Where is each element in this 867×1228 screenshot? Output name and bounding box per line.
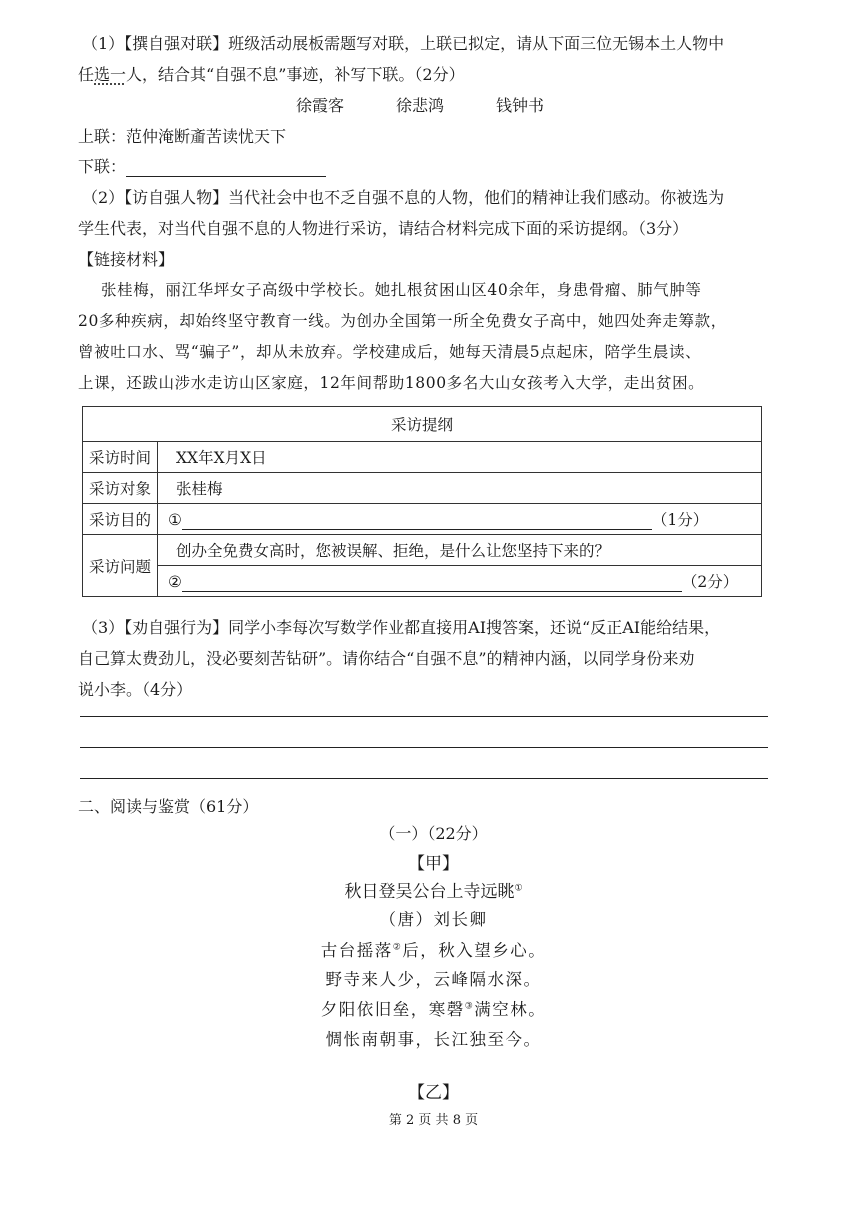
time-value-text: XX年X月X日 bbox=[176, 449, 267, 467]
poem-title bbox=[0, 877, 867, 902]
q1-line2-post: 人，结合其“自强不息”事迹，补写下联。（2分） bbox=[126, 65, 465, 84]
object-value-text: 张桂梅 bbox=[176, 480, 223, 498]
question-mark: ② bbox=[168, 573, 182, 591]
section2-heading: 二、阅读与鉴赏（61分） bbox=[78, 797, 259, 816]
question-text bbox=[158, 535, 762, 566]
lower-couplet-row bbox=[78, 154, 326, 177]
material-line: 20多种疾病，却始终坚守教育一线。为创办全国第一所全免费女子高中，她四处奔走筹款， bbox=[78, 312, 727, 330]
question-score: （2分） bbox=[681, 573, 739, 591]
poem-author: （唐）刘长卿 bbox=[379, 910, 488, 929]
purpose-label: 采访目的 bbox=[83, 504, 158, 535]
poem-line-text: 满空林。 bbox=[474, 1000, 547, 1019]
object-value bbox=[158, 473, 762, 504]
poem-note: ② bbox=[392, 942, 403, 953]
name-xu-xiake: 徐霞客 bbox=[296, 96, 345, 115]
poem-line bbox=[0, 996, 867, 1020]
q3-line1: （3）【劝自强行为】同学小李每次写数学作业都直接用AI搜答案，还说“反正AI能给结果， bbox=[82, 618, 721, 637]
answer-line[interactable] bbox=[80, 778, 768, 779]
poem-line bbox=[0, 937, 867, 961]
q1-line2-dotted: 选一 bbox=[94, 65, 127, 84]
answer-line[interactable] bbox=[80, 747, 768, 748]
poem-line-text: 古台摇落 bbox=[320, 941, 393, 960]
q2-line2: 学生代表，对当代自强不息的人物进行采访，请结合材料完成下面的采访提纲。（3分） bbox=[78, 219, 689, 238]
material-line: 张桂梅，丽江华坪女子高级中学校长。她扎根贫困山区40余年，身患骨瘤、肺气肿等 bbox=[101, 281, 702, 299]
time-value bbox=[158, 442, 762, 473]
purpose-blank[interactable] bbox=[182, 511, 652, 530]
q2-line1: （2）【访自强人物】当代社会中也不乏自强不息的人物，他们的精神让我们感动。你被选为 bbox=[82, 188, 725, 207]
lower-couplet-label: 下联： bbox=[78, 157, 127, 176]
poem-title-note: ① bbox=[514, 883, 523, 894]
poem-line bbox=[0, 1026, 867, 1050]
answer-line[interactable] bbox=[80, 716, 768, 717]
poem-line-text: 后，秋入望乡心。 bbox=[402, 941, 547, 960]
material-title: 【链接材料】 bbox=[78, 250, 175, 269]
time-label: 采访时间 bbox=[83, 442, 158, 473]
poem-line-text: 惆怅南朝事，长江独至今。 bbox=[325, 1030, 542, 1049]
yi-label: 【乙】 bbox=[408, 1083, 459, 1103]
q3-line2: 自己算太费劲儿，没必要刻苦钻研”。请你结合“自强不息”的精神内涵，以同学身份来劝 bbox=[78, 649, 695, 668]
object-label: 采访对象 bbox=[83, 473, 158, 504]
purpose-score: （1分） bbox=[651, 511, 709, 529]
lower-couplet-blank[interactable] bbox=[126, 157, 326, 177]
poem-line bbox=[0, 966, 867, 990]
page-footer: 第 2 页 共 8 页 bbox=[388, 1113, 479, 1128]
poem-line-text: 野寺来人少，云峰隔水深。 bbox=[325, 970, 542, 989]
poem-title-text: 秋日登吴公台上寺远眺 bbox=[344, 882, 515, 902]
poem-line-text: 夕阳依旧垒，寒磬 bbox=[320, 1000, 465, 1019]
section2-part: （一）（22分） bbox=[379, 824, 488, 843]
q1-line1: （1）【撰自强对联】班级活动展板需题写对联，上联已拟定，请从下面三位无锡本土人物中 bbox=[82, 34, 725, 53]
question-answer-cell bbox=[158, 566, 762, 597]
question-blank[interactable] bbox=[182, 573, 682, 592]
jia-label: 【甲】 bbox=[408, 854, 459, 874]
purpose-mark: ① bbox=[168, 511, 182, 529]
name-xu-beihong: 徐悲鸿 bbox=[396, 96, 445, 115]
purpose-cell bbox=[158, 504, 762, 535]
material-line: 曾被吐口水、骂“骗子”，却从未放弃。学校建成后，她每天清晨5点起床，陪学生晨读、 bbox=[78, 343, 702, 361]
poem-note: ③ bbox=[464, 1001, 475, 1012]
outline-title: 采访提纲 bbox=[83, 407, 762, 442]
question-text-value: 创办全免费女高时，您被误解、拒绝，是什么让您坚持下来的？ bbox=[176, 542, 611, 560]
question-label: 采访问题 bbox=[83, 535, 158, 597]
upper-couplet: 上联：范仲淹断齑苦读忧天下 bbox=[78, 127, 287, 146]
q1-line2-pre: 任 bbox=[78, 65, 95, 84]
q3-line3: 说小李。（4分） bbox=[78, 680, 193, 699]
name-qian-zhongshu: 钱钟书 bbox=[496, 96, 545, 115]
interview-outline-table bbox=[82, 406, 762, 597]
person-names bbox=[296, 93, 596, 116]
q1-line2 bbox=[78, 62, 465, 85]
material-line: 上课，还跋山涉水走访山区家庭，12年间帮助1800多名大山女孩考入大学，走出贫困。 bbox=[78, 374, 705, 392]
